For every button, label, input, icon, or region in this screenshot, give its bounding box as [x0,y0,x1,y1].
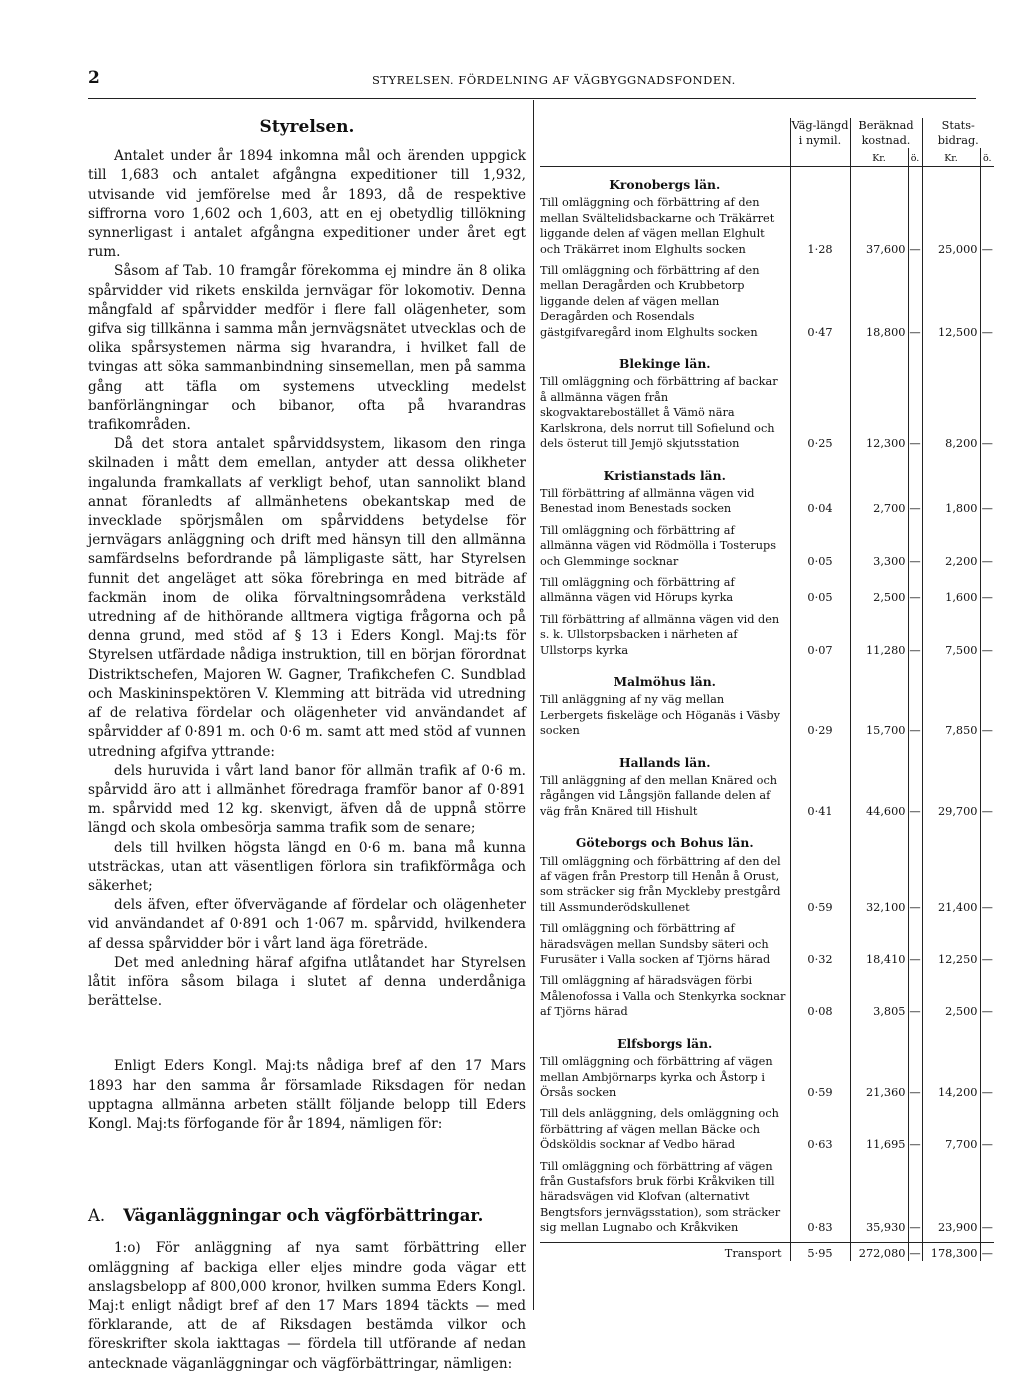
row-cost-ore: — [908,921,922,967]
row-cost: 37,600 [850,195,908,257]
row-cost: 3,805 [850,973,908,1019]
row-cost-ore: — [908,195,922,257]
row-grant: 8,200 [922,374,980,451]
row-cost: 2,500 [850,575,908,606]
row-cost: 15,700 [850,692,908,738]
county-heading-row [540,664,994,692]
table-row [540,612,994,658]
row-grant-ore: — [980,1054,994,1100]
units-blank [540,148,790,167]
row-cost: 2,700 [850,486,908,517]
table-row [540,1159,994,1236]
row-length: 1·28 [790,195,850,257]
row-grant: 7,700 [922,1106,980,1152]
empty-cell [980,458,994,486]
row-length: 0·04 [790,486,850,517]
row-length: 0·08 [790,973,850,1019]
transport-length: 5·95 [790,1242,850,1261]
row-grant: 12,500 [922,263,980,340]
county-heading-row [540,167,994,196]
row-grant-ore: — [980,486,994,517]
empty-cell [980,745,994,773]
county-heading-row [540,825,994,853]
county-name: Hallands län. [618,754,711,770]
county-name: Göteborgs och Bohus län. [575,835,754,851]
row-grant-ore: — [980,195,994,257]
transport-cost: 272,080 [850,1242,908,1261]
empty-cell [790,167,850,196]
table-body [540,167,994,1243]
row-description: Till omläggning af häradsvägen förbi Målenofossa i Valla och Stenkyrka socknar af Tjörns härad [540,974,786,1019]
row-cost: 12,300 [850,374,908,451]
section-letter: A. [88,1206,106,1226]
row-grant: 1,600 [922,575,980,606]
empty-cell [790,458,850,486]
empty-cell [980,664,994,692]
county-heading-row [540,346,994,374]
table-row [540,921,994,967]
row-cost-ore: — [908,1106,922,1152]
row-grant: 7,500 [922,612,980,658]
section-heading-styrelsen: Styrelsen. [259,117,355,137]
row-grant-ore: — [980,523,994,569]
empty-cell [922,458,980,486]
row-grant-ore: — [980,374,994,451]
row-length: 0·05 [790,523,850,569]
row-description: Till förbättring af allmänna vägen vid Benestad inom Benestads socken [540,486,755,516]
unit-ore: ö. [980,148,994,167]
transport-row [540,1242,994,1261]
empty-cell [908,825,922,853]
empty-cell [980,167,994,196]
row-description: Till förbättring af allmänna vägen vid den s. k. Ullstorpsbacken i närheten af Ullstorps kyrka [540,612,780,657]
empty-cell [790,664,850,692]
header-rule [88,98,976,99]
row-description: Till omläggning och förbättring af allmänna vägen vid Hörups kyrka [540,575,735,605]
row-description: Till omläggning och förbättring af häradsvägen mellan Sundsby säteri och Furusäter i Valla socken af Tjörns härad [540,922,771,967]
transport-grant: 178,300 [922,1242,980,1261]
empty-cell [980,346,994,374]
empty-cell [850,458,908,486]
row-grant: 1,800 [922,486,980,517]
row-description: Till omläggning och förbättring af vägen från Gustafsfors bruk förbi Kråkviken till häradsvägen vid Klofvan (alternativt Bengtsfors jernvägsstation), som sträcker sig mellan Lugnabo och Kråkviken [540,1159,781,1235]
header-grant: Stats-bidrag. [922,118,994,148]
row-grant-ore: — [980,575,994,606]
county-heading-row [540,745,994,773]
row-cost-ore: — [908,374,922,451]
row-cost: 32,100 [850,854,908,916]
table-row [540,1054,994,1100]
empty-cell [922,167,980,196]
row-cost: 18,410 [850,921,908,967]
empty-cell [980,825,994,853]
empty-cell [908,664,922,692]
unit-ore: ö. [908,148,922,167]
row-description: Till omläggning och förbättring af allmänna vägen vid Rödmölla i Tosterups och Glemminge socknar [540,523,776,568]
paragraph: Det med anledning häraf afgifna utlåtandet har Styrelsen låtit införa såsom bilaga i slutet af denna underdåniga berättelse. [88,954,526,1010]
row-description: Till anläggning af den mellan Knäred och rågången vid Långsjön fallande delen af väg från Knäred till Hishult [540,774,778,818]
table-row [540,263,994,340]
paragraph: dels huruvida i vårt land banor för allmän trafik af 0·6 m. spårvidd äro att i allmänhet föredraga framför banor af 0·891 m. spårvidd med 12 kg. skenvigt, äfven då de uppnå större längd och skola ombesörja samma trafik som de senare; [88,762,526,837]
row-description: Till anläggning af ny väg mellan Lerbergets fiskeläge och Höganäs i Väsby socken [540,693,780,738]
row-grant: 7,850 [922,692,980,738]
header-blank [540,118,790,148]
empty-cell [790,1026,850,1054]
table-row [540,195,994,257]
row-grant-ore: — [980,692,994,738]
row-cost-ore: — [908,263,922,340]
empty-cell [980,1026,994,1054]
empty-cell [908,745,922,773]
empty-cell [908,458,922,486]
row-grant-ore: — [980,973,994,1019]
row-cost-ore: — [908,612,922,658]
spacer [88,1011,526,1057]
row-description: Till omläggning och förbättring af den mellan Deragården och Krubbetorp liggande delen af vägen mellan Deragården och Rosendals gästgifvaregård inom Elghults socken [540,264,760,339]
county-name: Elfsborgs län. [617,1035,713,1051]
empty-cell [790,346,850,374]
empty-cell [790,825,850,853]
row-grant-ore: — [980,773,994,819]
empty-cell [922,664,980,692]
table-header-row [540,118,994,148]
section-title-text: Väganläggningar och vägförbättringar. [123,1206,484,1226]
row-cost: 3,300 [850,523,908,569]
row-cost: 11,280 [850,612,908,658]
row-cost-ore: — [908,973,922,1019]
row-length: 0·63 [790,1106,850,1152]
table-row [540,523,994,569]
row-cost-ore: — [908,854,922,916]
empty-cell [790,745,850,773]
row-grant: 14,200 [922,1054,980,1100]
empty-cell [908,1026,922,1054]
row-length: 0·59 [790,1054,850,1100]
row-cost: 18,800 [850,263,908,340]
row-cost: 44,600 [850,773,908,819]
paragraph: Antalet under år 1894 inkomna mål och ärenden uppgick till 1,683 och antalet afgångna expeditioner till 1,932, utvisande vid jemförelse med år 1893, då de respektive siffrorna voro 1,602 och 1,603, att en ej obetydlig tillökning synnerligast i antalet afgångna expeditioner under året egt rum. [88,148,526,261]
table-row [540,374,994,451]
row-grant: 2,200 [922,523,980,569]
allocation-table [540,118,993,1261]
row-grant-ore: — [980,1159,994,1236]
table-row [540,773,994,819]
county-name: Malmöhus län. [613,673,716,689]
row-description: Till omläggning och förbättring af vägen mellan Ambjörnarps kyrka och Åstorp i Örsås socken [540,1055,773,1099]
row-description: Till omläggning och förbättring af den del af vägen från Prestorp till Henån å Orust, som sträcker sig från Myckleby prestgård till Assmunderödskullenet [540,854,781,914]
row-length: 0·47 [790,263,850,340]
table-row [540,973,994,1019]
empty-cell [850,664,908,692]
empty-cell [922,346,980,374]
column-divider [533,100,534,1310]
transport-cost-ore: — [908,1242,922,1261]
table-row [540,575,994,606]
header-length: Väg-längd i nymil. [791,119,849,147]
unit-kr: Kr. [850,148,908,167]
empty-cell [850,346,908,374]
intro-paragraph: Enligt Eders Kongl. Maj:ts nådiga bref af den 17 Mars 1893 har den samma år församlade Riksdagen för nedan upptagna allmänna arbeten ställt följande belopp till Eders Kongl. Maj:ts förfogande för år 1894, nämligen för: [88,1058,526,1132]
row-grant-ore: — [980,1106,994,1152]
row-cost-ore: — [908,692,922,738]
units-blank [790,148,850,167]
row-grant: 23,900 [922,1159,980,1236]
row-cost-ore: — [908,575,922,606]
empty-cell [850,1026,908,1054]
row-length: 0·07 [790,612,850,658]
left-column [88,118,526,1374]
row-length: 0·41 [790,773,850,819]
row-cost-ore: — [908,523,922,569]
section-paragraph: 1:o) För anläggning af nya samt förbättring eller omläggning af backiga eller eljes mindre goda vägar ett anslagsbelopp af 800,000 kronor, hvilken summa Eders Kongl. Maj:t enligt nådigt bref af den 17 Mars 1894 täckts — med förklarande, att de af Riksdagen bestämda vilkor och föreskrifter skola iakttagas — fördela till utförande af nedan antecknade väganläggningar och vägförbättringar, nämligen: [88,1240,526,1372]
empty-cell [850,167,908,196]
row-cost-ore: — [908,773,922,819]
empty-cell [922,745,980,773]
county-name: Kronobergs län. [609,177,721,192]
row-grant-ore: — [980,921,994,967]
row-grant: 25,000 [922,195,980,257]
section-title [88,1206,526,1225]
table-units-row [540,148,994,167]
table-row [540,486,994,517]
county-name: Kristianstads län. [603,467,726,483]
empty-cell [922,825,980,853]
empty-cell [850,745,908,773]
transport-label: Transport [540,1242,790,1261]
row-cost-ore: — [908,486,922,517]
paragraph: Då det stora antalet spårviddsystem, likasom den ringa skilnaden i mått dem emellan, antyder att dessa olikheter ingalunda framkallats af verkligt behof, utan sannolikt bland annat föranledts af allmänhetens obekantskap med de invecklade spörjsmålen om spårviddens betydelse för jernvägars anläggning och drift med hänsyn till den allmänna samfärdselns befordrande på lämpligaste sätt, har Styrelsen funnit det angeläget att söka förebringa en med biträde af fackmän inom de olika förvaltningsområdena verkstäld utredning af de hithörande alltmera vigtiga frågorna och på denna grund, med stöd af § 13 i Eders Kongl. Maj:ts för Styrelsen utfärdade nådiga instruktion, till en början förordnat Distriktschefen, Majoren W. Gagner, Trafikchefen C. Sundblad och Maskininspektören V. Klemming att biträda vid utredning af de relativa fördelar och olägenheter vid användandet af spårvidder af 0·891 m. och 0·6 m. samt att med stöd af vunnen utredning afgifva yttrande: [88,436,526,760]
row-grant-ore: — [980,612,994,658]
row-length: 0·29 [790,692,850,738]
paragraph: Såsom af Tab. 10 framgår förekomma ej mindre än 8 olika spårvidder vid rikets enskilda jernvägar för lokomotiv. Denna mångfald af spårvidder medför i flere fall olägenheter, som gifva sig tillkänna i samma mån jernvägsnätet utvecklas och de olika spårsystemen närma sig hvarandra, i hvilket fall de tvingas att söka sammanbindning sinsemellan, men på samma gång att täfla om systemens utveckling medelst banförlängningar och bibanor, ofta på hvarandras trafikområden. [88,263,526,434]
table-row [540,854,994,916]
row-description: Till omläggning och förbättring af backar å allmänna vägen från skogvaktarebostället å Vämö nära Karlskrona, dels norrut till Sofielund och dels österut till Jemjö skjutsstation [540,375,778,451]
row-description: Till omläggning och förbättring af den mellan Svältelidsbackarne och Träkärret liggande delen af vägen mellan Elghult och Träkärret inom Elghults socken [540,196,775,256]
row-cost: 35,930 [850,1159,908,1236]
paragraph: dels äfven, efter öfvervägande af fördelar och olägenheter vid användandet af 0·891 och 1·067 m. spårvidd, hvilkendera af dessa spårvidder bör i vårt land äga företräde. [88,897,526,952]
table-row [540,1106,994,1152]
empty-cell [850,825,908,853]
table-row [540,692,994,738]
county-heading-row [540,458,994,486]
row-cost: 21,360 [850,1054,908,1100]
row-cost-ore: — [908,1159,922,1236]
row-grant: 21,400 [922,854,980,916]
row-length: 0·83 [790,1159,850,1236]
row-length: 0·05 [790,575,850,606]
row-cost: 11,695 [850,1106,908,1152]
row-grant-ore: — [980,854,994,916]
empty-cell [908,167,922,196]
county-name: Blekinge län. [618,356,711,372]
row-length: 0·59 [790,854,850,916]
empty-cell [908,346,922,374]
header-cost: Beräknad kostnad. [850,118,922,148]
row-length: 0·25 [790,374,850,451]
empty-cell [922,1026,980,1054]
county-heading-row [540,1026,994,1054]
unit-kr: Kr. [922,148,980,167]
row-length: 0·32 [790,921,850,967]
row-cost-ore: — [908,1054,922,1100]
running-title: STYRELSEN. FÖRDELNING AF VÄGBYGGNADSFONDEN. [372,73,736,87]
row-grant: 12,250 [922,921,980,967]
paragraph: dels till hvilken högsta längd en 0·6 m. bana må kunna utsträckas, utan att väsentligen förlora sin trafikförmåga och säkerhet; [88,839,526,894]
row-grant: 29,700 [922,773,980,819]
row-grant: 2,500 [922,973,980,1019]
row-grant-ore: — [980,263,994,340]
row-description: Till dels anläggning, dels omläggning och förbättring af vägen mellan Bäcke och Ödsköldis socknar af Vedbo härad [540,1107,779,1152]
page-number: 2 [88,68,100,88]
transport-grant-ore: — [980,1242,994,1261]
